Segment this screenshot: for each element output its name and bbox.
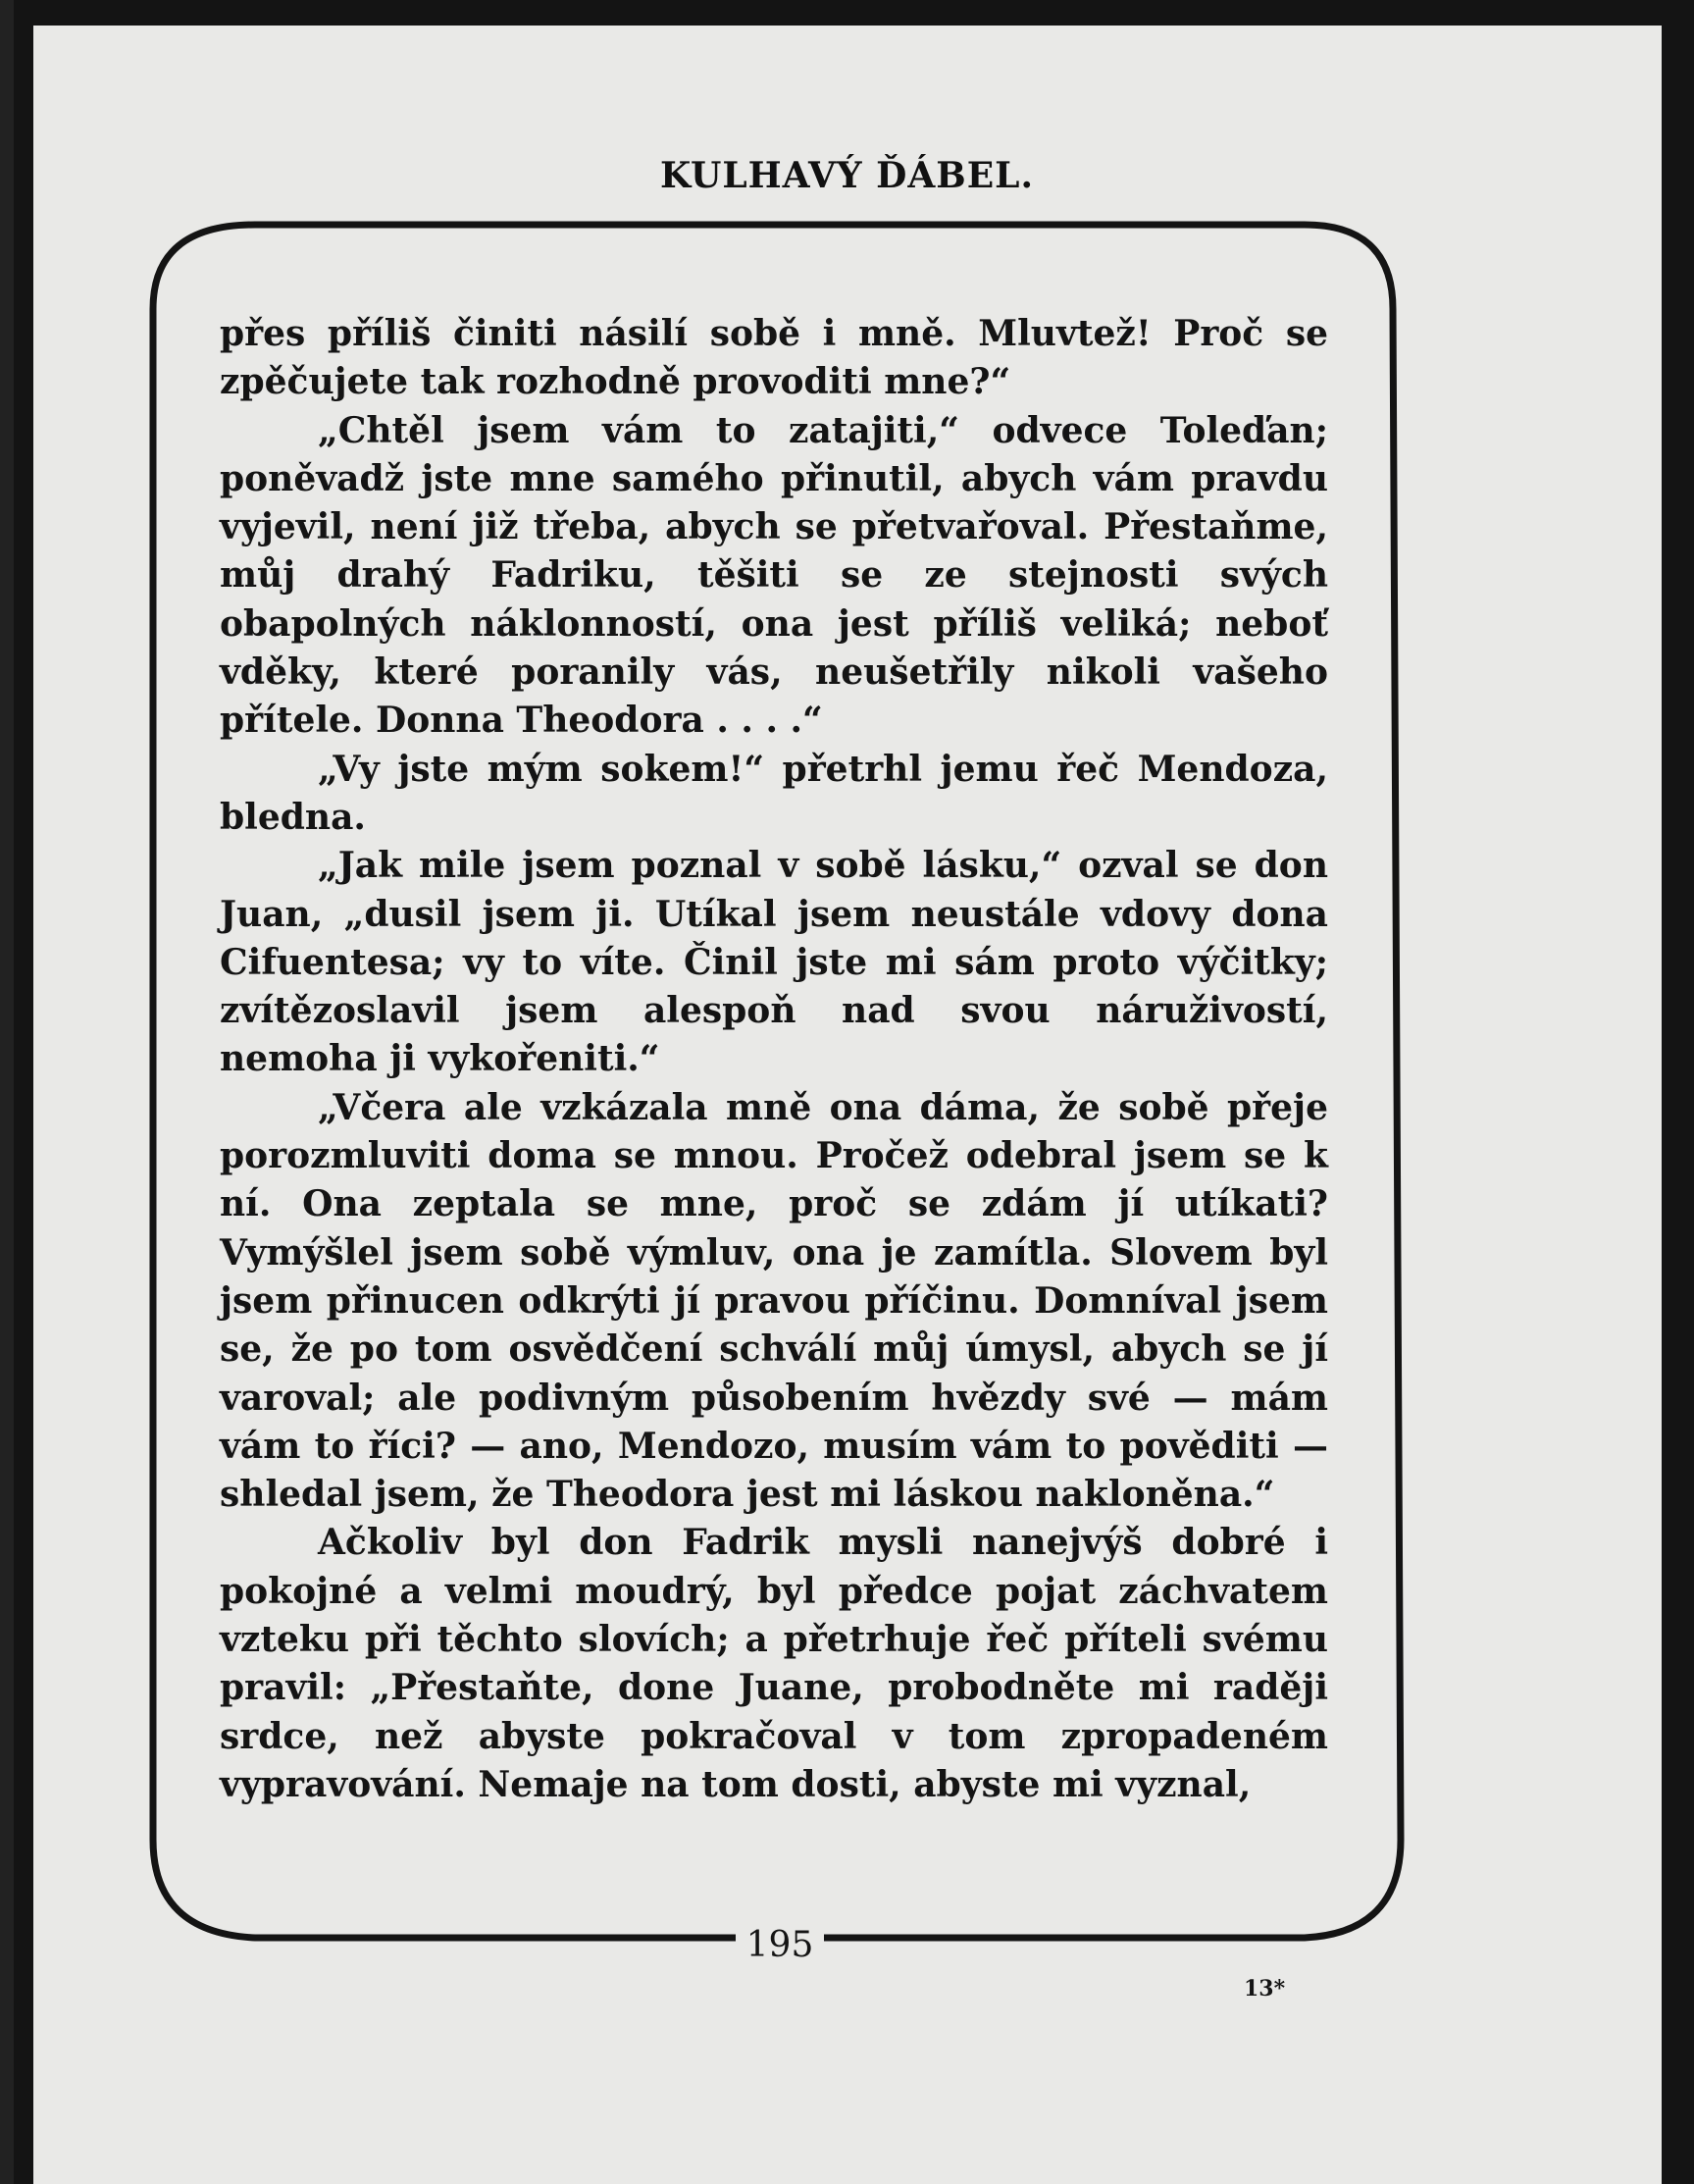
running-title: KULHAVÝ ĎÁBEL. (659, 155, 1035, 196)
body-text (220, 310, 1328, 1809)
paragraph-4: „Jak mile jsem poznal v sobě lásku,“ ozval se don Juan, „dusil jsem ji. Utíkal jsem neustále vdovy dona Cifuentesa; vy to víte. Činil jste mi sám proto výčitky; zvítězoslavil jsem alespoň nad svou náruživostí, nemoha ji vykořeniti.“ (220, 845, 1328, 1080)
book-edge (0, 0, 14, 2184)
signature-mark: 13* (1244, 1976, 1286, 2002)
paragraph-1: přes příliš činiti násilí sobě i mně. Mluvtež! Proč se zpěčujete tak rozhodně provoditi mne?“ (220, 313, 1328, 403)
paragraph-6: Ačkoliv byl don Fadrik mysli nanejvýš dobré i pokojné a velmi moudrý, byl předce pojat záchvatem vzteku při těchto slovích; a přetrhuje řeč příteli svému pravil: „Přestaňte, done Juane, probodněte mi raději srdce, než abyste pokračoval v tom zpropadeném vypravování. Nemaje na tom dosti, abyste mi vyznal, (220, 1522, 1328, 1805)
paragraph-5: „Včera ale vzkázala mně ona dáma, že sobě přeje porozmluviti doma se mnou. Pročež odebral jsem se k ní. Ona zeptala se mne, proč se zdám jí utíkati? Vymýšlel jsem sobě výmluv, ona je zamítla. Slovem byl jsem přinucen odkrýti jí pravou příčinu. Domníval jsem se, že po tom osvědčení schválí můj úmysl, abych se jí varoval; ale podivným působením hvězdy své — mám vám to říci? — ano, Mendozo, musím vám to pověditi — shledal jsem, že Theodora jest mi láskou nakloněna.“ (220, 1086, 1328, 1516)
paragraph-3: „Vy jste mým sokem!“ přetrhl jemu řeč Mendoza, bledna. (220, 748, 1328, 838)
page-number: 195 (736, 1925, 824, 1965)
paragraph-2: „Chtěl jsem vám to zatajiti,“ odvece Toleďan; poněvadž jste mne samého přinutil, abych vám pravdu vyjevil, není již třeba, abych se přetvařoval. Přestaňme, můj drahý Fadriku, těšiti se ze stejnosti svých obapolných náklonností, ona jest příliš veliká; neboť vděky, které poranily vás, neušetřily nikoli vašeho přítele. Donna Theodora . . . .“ (220, 409, 1328, 742)
